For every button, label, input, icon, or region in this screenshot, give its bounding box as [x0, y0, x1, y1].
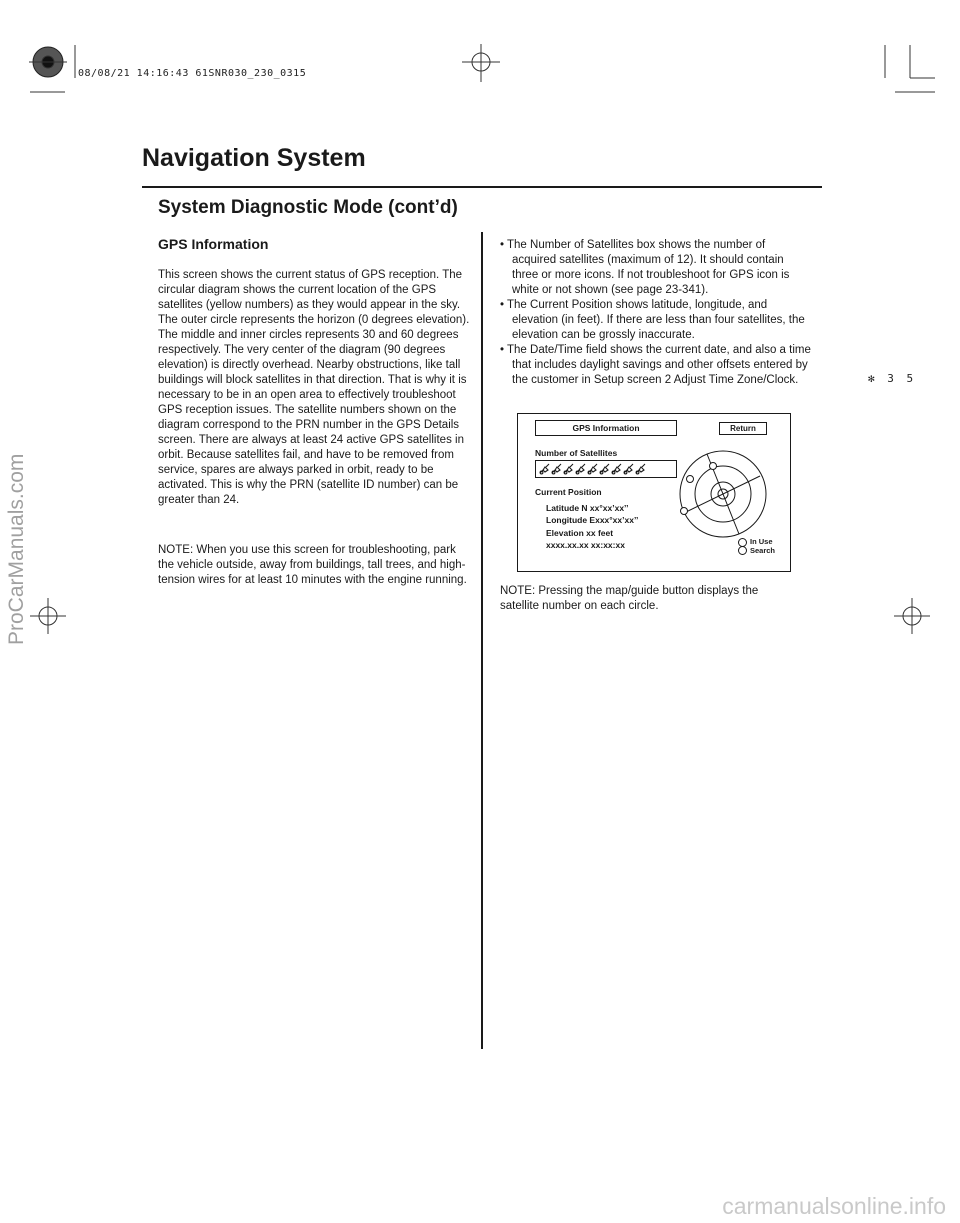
print-stamp: 08/08/21 14:16:43 61SNR030_230_0315 [78, 68, 307, 79]
troubleshooting-note: NOTE: When you use this screen for troubleshooting, park the vehicle outside, away from buildings, tall trees, and high-tension wires for at least 10 minutes with the engine running. [158, 544, 467, 586]
elevation-value: Elevation xx feet [546, 528, 614, 538]
column-divider [481, 232, 483, 1049]
latitude-value: Latitude N xx°xx’xx’’ [546, 503, 629, 513]
satellite-icon [612, 464, 621, 474]
satellite-icon [576, 464, 585, 474]
description-paragraph: This screen shows the current status of GPS reception. The circular diagram shows the current location of the GPS satellites (yellow numbers) as they would appear in the sky. The outer circle represents the horizon (0 degrees elevation). The middle and inner circles represents 30 and 60 degrees respectively. The very center of the diagram (90 degrees elevation) is directly overhead. Nearby obstructions, like tall buildings will block satellites in that direction. That is why it is necessary to be in an open area to effectively troubleshoot GPS reception issues. The satellite numbers shown on the diagram correspond to the PRN number in the GPS Details screen. There are always at least 24 active GPS satellites in orbit. Because satellites fail, and have to be removed from service, spares are always parked in orbit, ready to be activated. This is why the PRN (satellite ID number) can be greater than 24. [158, 269, 470, 506]
bullet-position: • The Current Position shows latitude, longitude, and elevation (in feet). If there are less than four satellites, the elevation can be grossly inaccurate. [500, 299, 805, 341]
return-button[interactable]: Return [719, 422, 767, 435]
search-label: Search [750, 546, 776, 555]
satellite-icon [624, 464, 633, 474]
satellite-marker [687, 476, 694, 483]
footer-watermark: carmanualsonline.info [722, 1193, 946, 1219]
section-title: Navigation System [142, 144, 366, 172]
datetime-value: xxxx.xx.xx xx:xx:xx [546, 540, 625, 550]
sky-plot [676, 448, 776, 548]
bullet-satellites: • The Number of Satellites box shows the number of acquired satellites (maximum of 12). It should contain three or more icons. If not troubleshoot for GPS icon is white or not shown (see page 23-341). [500, 239, 790, 296]
satellites-label: Number of Satellites [535, 448, 618, 458]
topic-title: GPS Information [158, 236, 269, 252]
satellite-icon [540, 464, 549, 474]
satellite-marker [681, 508, 688, 515]
position-label: Current Position [535, 487, 602, 497]
satellite-marker [710, 463, 717, 470]
page-side-mark: ✻ 3 5 [868, 372, 917, 385]
search-indicator [738, 546, 747, 555]
satellite-icon [600, 464, 609, 474]
satellite-icons [536, 461, 676, 477]
satellite-icon [588, 464, 597, 474]
title-rule [142, 186, 822, 188]
in-use-label: In Use [750, 537, 773, 546]
satellite-icon [564, 464, 573, 474]
bullet-list [500, 238, 812, 388]
satellite-icon [636, 464, 645, 474]
map-guide-note: NOTE: Pressing the map/guide button displays the satellite number on each circle. [500, 585, 759, 612]
side-watermark: ProCarManuals.com [5, 453, 28, 645]
longitude-value: Longitude Exxx°xx’xx’’ [546, 515, 639, 525]
screen-title: GPS Information [535, 420, 677, 436]
satellite-icon [552, 464, 561, 474]
satellite-count-box [535, 460, 677, 478]
subsection-title: System Diagnostic Mode (cont’d) [158, 197, 458, 218]
bullet-datetime: • The Date/Time field shows the current date, and also a time that includes daylight savings and other offsets entered by the customer in Setup screen 2 Adjust Time Zone/Clock. [500, 344, 811, 386]
